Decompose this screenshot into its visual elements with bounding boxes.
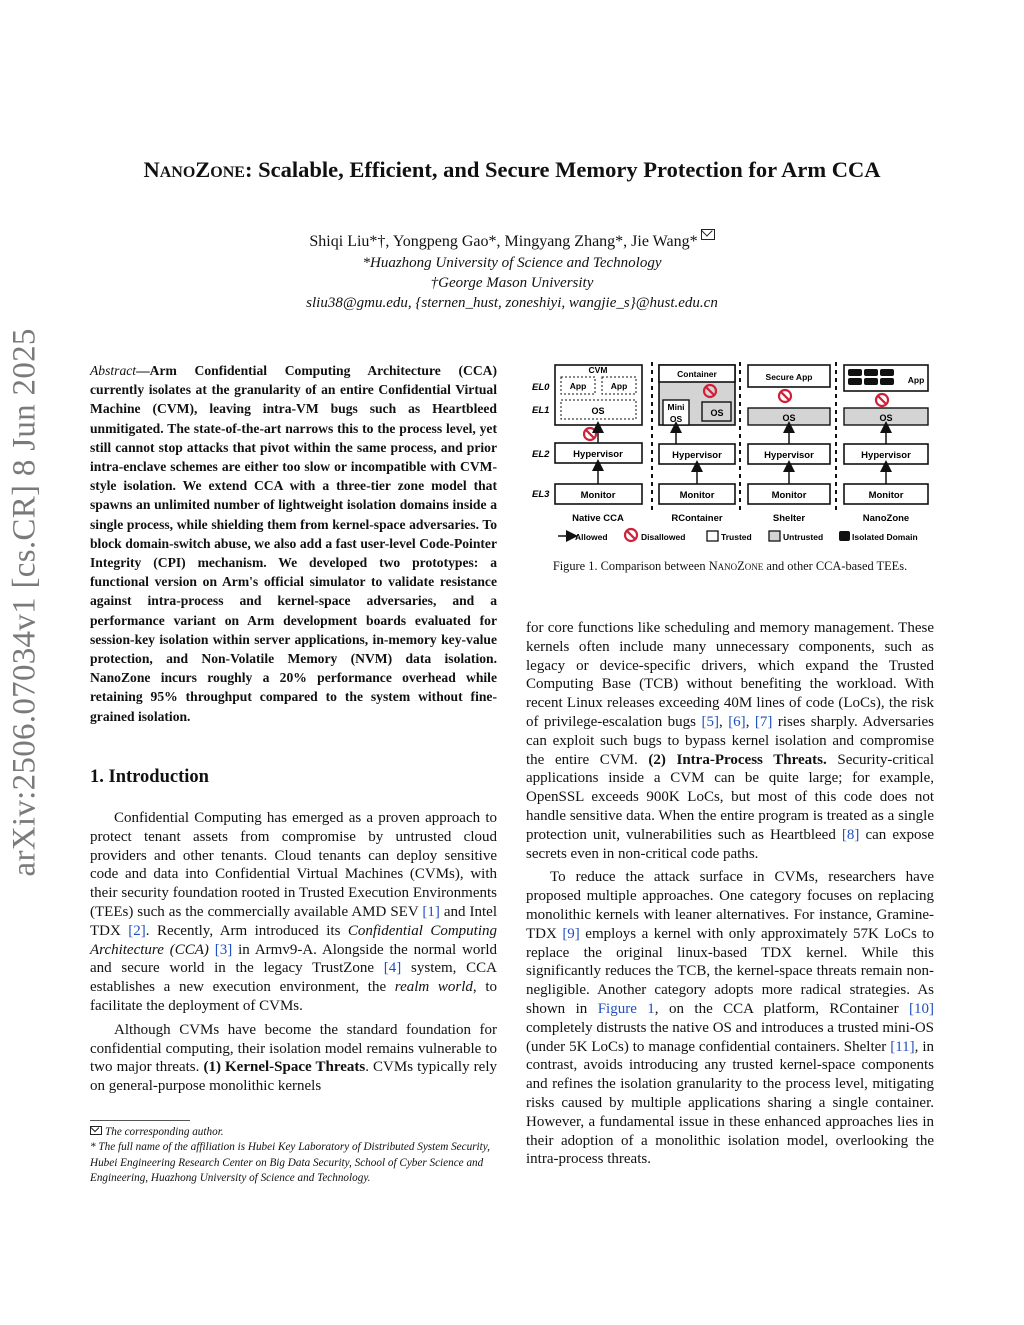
figure-1-diagram [528,360,932,550]
citation-link[interactable]: [4] [383,960,402,977]
envelope-icon [701,229,715,240]
svg-text:Monitor: Monitor [679,490,715,501]
author-emails: sliu38@gmu.edu, {sternen_hust, zoneshiyi, wangjie_s}@hust.edu.cn [306,295,718,311]
svg-text:Isolated Domain: Isolated Domain [852,532,918,542]
intro-body [90,809,497,1096]
citation-link[interactable]: [3] [214,941,233,958]
right-paragraph-1: for core functions like scheduling and memory management. These kernels often include many unnecessary components, such as legacy or device-specific drivers, which expand the Trusted Computing Base (TCB) without benefiting the workload. With recent Linux releases exceeding 40M lines of code (LoCs), the risk of privilege-escalation bugs [5], [6], [7] rises sharply. Adversaries can exploit such bugs to bypass kernel isolation and compromise the entire CVM. (2) Intra-Process Threats. Security-critical applications inside a CVM can be quite large; for example, OpenSSL exceeds 900K LoCs, but most of this code does not handle sensitive data. When the entire program is treated as a single protection unit, vulnerabilities such as Heartbleed [8] can expose secrets even in non-critical code paths. [526,620,935,862]
citation-link[interactable]: [2] [128,922,146,939]
disallowed-icon [779,390,791,402]
svg-text:Untrusted: Untrusted [783,532,824,542]
abstract [90,361,497,726]
svg-text:Monitor: Monitor [771,490,807,501]
svg-text:OS: OS [591,406,605,416]
svg-text:Mini: Mini [667,402,685,412]
paper-title [0,157,1024,183]
figure-link[interactable]: Figure 1 [597,1000,655,1017]
footnote-rule [90,1120,190,1121]
intro-paragraph-1: Confidential Computing has emerged as a proven approach to protect tenant assets from compromise by untrusted cloud providers and other tenants. Cloud tenants can deploy sensitive code and data into Confidential Virtual Machines (CVMs), with their security foundation rooted in Trusted Execution Environments (TEEs) such as the commercially available AMD SEV [1] and Intel TDX [2]. Recently, Arm introduced its Confidential Computing Architecture (CCA) [3] in Armv9-A. Alongside the normal world and secure world in the legacy TrustZone [4] system, CCA establishes a new execution environment, the realm world, to facilitate the deployment of CVMs. [90,810,498,1014]
column-shelter [748,365,830,524]
citation-link[interactable]: [7] [754,713,773,730]
svg-text:Shelter: Shelter [772,513,806,524]
svg-text:CVM: CVM [588,365,608,375]
svg-text:Hypervisor: Hypervisor [672,450,722,461]
intro-paragraph-2: Although CVMs have become the standard foundation for confidential computing, their isolation model remains vulnerable to two major threats. (1) Kernel-Space Threats. CVMs typically rely on general-purpose monolithic kernels [90,1021,497,1095]
figure-legend [558,529,918,542]
affiliation-2: †George Mason University [430,275,594,291]
citation-link[interactable]: [10] [909,1000,934,1017]
footnote-affiliation: * The full name of the affiliation is Hubei Key Laboratory of Distributed System Security, Hubei Engineering Research Center on Big Data Security, School of Cyber Science and Engineering, Huazhong University of Science and Technology. [90,1141,490,1184]
column-native-cca [555,365,642,524]
column-nanozone [844,365,928,524]
author-list [0,232,1024,252]
svg-text:Monitor: Monitor [580,490,616,501]
citation-link[interactable]: [9] [562,925,580,942]
right-paragraph-2: To reduce the attack surface in CVMs, researchers have proposed multiple approaches. One category focuses on replacing monolithic kernels with leaner alternatives. For instance, Gramine-TDX [9] employs a kernel with only approximately 57K LoCs to replace the original linux-based TDX kernel. While this significantly reduces the TCB, the kernel-space threats remain non-negligible. Another category adopts more radical strategies. As shown in Figure 1, on the CCA platform, RContainer [10] completely distrusts the native OS and introduces a trusted mini-OS (under 5K LoCs) to manage confidential containers. Shelter [11], in contrast, avoids introducing any trusted kernel-space components and refines the isolation granularity to the process level, mitigating risks caused by multiple applications sharing a single container. However, a fundamental issue in these enhanced approaches lies in their adoption of a monolithic isolation model, overlooking the intra-process threats. [526,869,935,1168]
footnote-corresponding: The corresponding author. [90,1125,497,1140]
svg-text:OS: OS [710,408,724,418]
svg-text:Monitor: Monitor [868,490,904,501]
column-rcontainer [659,365,735,524]
svg-text:App: App [610,381,628,391]
arxiv-identifier: arXiv:2506.07034v1 [cs.CR] 8 Jun 2025 [6,328,43,877]
disallowed-icon [584,428,596,440]
envelope-icon [90,1126,102,1135]
svg-text:Trusted: Trusted [721,532,752,542]
svg-text:App: App [907,375,925,385]
svg-text:App: App [569,381,587,391]
level-label-el3: EL3 [532,489,550,500]
citation-link[interactable]: [8] [841,826,860,843]
abstract-text: —Arm Confidential Computing Architecture (CCA) currently isolates at the granularity of an entire Confidential Virtual Machine (CVM), leaving intra-VM bugs such as Heartbleed unmitigated. The state-of-the-art narrows this to the process level, yet still cannot stop attacks that pivot within the same process, and prior intra-enclave schemes are either too slow or incompatible with CVM-style isolation. We extend CCA with a three-tier zone model that spawns an unlimited number of lightweight isolation domains inside a single process, while shielding them from kernel-space adversaries. To block domain-switch abuse, we also add a fast user-level Code-Pointer Integrity (CPI) mechanism. We developed two prototypes: a functional version on Arm's official simulator to validate resistance against intra-process and kernel-space adversaries, and a performance variant on Arm development boards evaluated for session-key isolation within server applications, in-memory key-value protection, and Non-Volatile Memory (NVM) data isolation. NanoZone incurs roughly a 20% performance overhead while retaining 95% throughput compared to the system without fine-grained isolation. [90,363,497,724]
svg-text:OS: OS [782,413,796,423]
footnotes [90,1125,497,1186]
citation-link[interactable]: [5] [701,713,719,730]
svg-text:Allowed: Allowed [575,532,608,542]
svg-text:Hypervisor: Hypervisor [861,450,911,461]
right-column-body [526,619,934,1169]
level-label-el0: EL0 [532,382,550,393]
disallowed-icon [625,529,637,541]
system-name: NanoZone [143,157,245,182]
affiliation-1: *Huazhong University of Science and Technology [362,255,662,271]
level-label-el1: EL1 [532,405,550,416]
svg-text:Hypervisor: Hypervisor [764,450,814,461]
svg-text:RContainer: RContainer [671,513,723,524]
svg-text:OS: OS [879,413,893,423]
svg-text:Hypervisor: Hypervisor [573,449,623,460]
svg-text:Disallowed: Disallowed [641,532,686,542]
citation-link[interactable]: [11] [890,1038,915,1055]
disallowed-icon [876,394,888,406]
svg-text:OS: OS [669,414,683,424]
section-heading-introduction: 1. Introduction [90,767,209,787]
svg-text:Container: Container [677,369,717,379]
citation-link[interactable]: [6] [728,713,746,730]
author-names: Shiqi Liu*†, Yongpeng Gao*, Mingyang Zhang*, Jie Wang* [309,233,698,250]
title-rest: : Scalable, Efficient, and Secure Memory Protection for Arm CCA [244,157,881,182]
level-label-el2: EL2 [532,449,550,460]
figure-1-caption: Figure 1. Comparison between NanoZone and other CCA-based TEEs. [552,559,908,573]
svg-text:NanoZone: NanoZone [862,513,910,524]
abstract-label: Abstract [90,363,137,378]
citation-link[interactable]: [1] [422,903,440,920]
svg-text:Secure App: Secure App [765,372,813,382]
svg-text:Native CCA: Native CCA [572,513,624,524]
